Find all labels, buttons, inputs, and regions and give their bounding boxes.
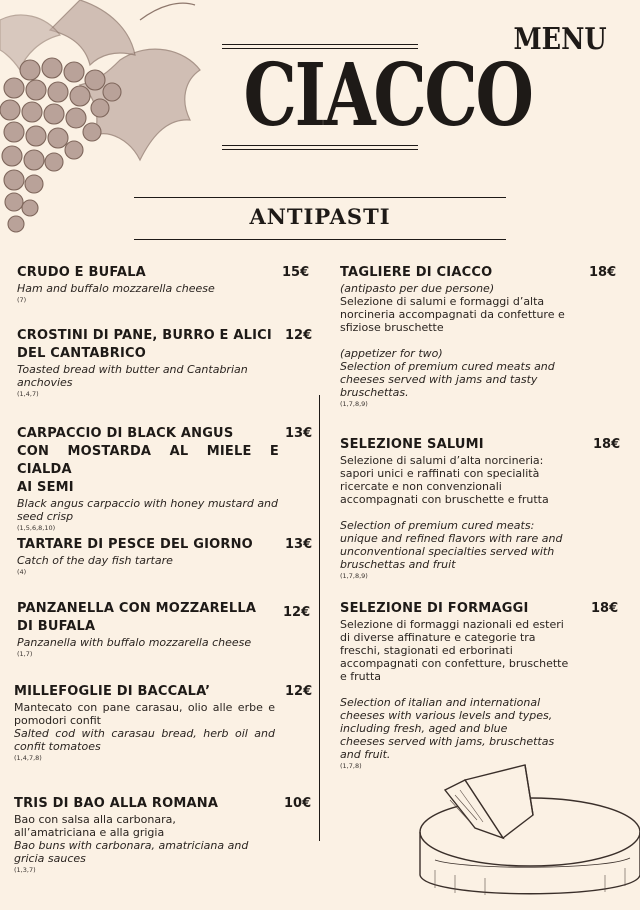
item-desc-it: Selezione di salumi d’alta norcineria: sapori unici e raffinati con specialità ricercate e non convenzionali accompagnati con bruschette e frutta [340,454,549,506]
item-desc-en: Salted cod with carasau bread, herb oil and confit tomatoes [14,727,275,753]
logo-rule-bottom [222,145,418,146]
menu-item-carpaccio [17,425,313,534]
menu-item-panzanella [17,600,311,660]
menu-item-millefoglie [14,683,313,764]
item-price: 13€ [285,426,313,441]
item-desc-it: Mantecato con pane carasau, olio alle erbe e pomodori confit [14,701,275,727]
item-allergens: (1,3,7) [14,866,36,874]
item-price: 12€ [285,328,313,343]
item-price: 18€ [591,601,619,616]
item-desc-en: Ham and buffalo mozzarella cheese [17,282,215,295]
item-name: PANZANELLA CON MOZZARELLA DI BUFALA [17,601,257,634]
item-desc-en: Selection of italian and international cheeses with various levels and types, including fresh, aged and blue cheeses served with jams, bruschettas and fruit. [340,696,555,761]
menu-label: MENU [513,22,607,57]
item-desc-en: Selection of premium cured meats: unique and refined flavors with rare and unconventional specialties served with bruschettas and fruit [340,519,563,571]
item-name: SELEZIONE DI FORMAGGI [340,601,529,616]
menu-item-crostini [17,327,313,400]
item-price: 18€ [593,437,621,452]
item-allergens: (7) [17,296,27,304]
item-allergens: (4) [17,568,27,576]
item-desc-it: Selezione di formaggi nazionali ed esteri di diverse affinature e categorie tra freschi, stagionati ed erborinati accompagnati con confetture, bruschette e frutta [340,618,569,683]
column-divider [319,395,320,841]
item-name: MILLEFOGLIE DI BACCALA’ [14,684,211,699]
item-name: TAGLIERE DI CIACCO [340,265,493,280]
item-allergens: (1,7,8,9) [340,400,368,408]
item-desc-en: Catch of the day fish tartare [17,554,173,567]
menu-item-crudo-bufala [17,264,310,306]
section-rule-bottom [134,239,506,240]
section-rule-top [134,197,506,198]
item-price: 15€ [282,265,310,280]
menu-item-selezione-formaggi [340,600,630,772]
item-allergens: (1,4,7,8) [14,754,42,762]
menu-item-tartare [17,536,313,578]
item-price: 13€ [285,537,313,552]
item-note-en: (appetizer for two) [340,347,443,360]
item-price: 12€ [283,605,311,620]
item-name: CARPACCIO DI BLACK ANGUS CON MOSTARDA AL MIELE E CIALDA AI SEMI [17,426,279,495]
item-allergens: (1,7) [17,650,33,658]
item-allergens: (1,7,8,9) [340,572,368,580]
item-desc-it: Bao con salsa alla carbonara, all’amatriciana e alla grigia [14,813,176,839]
item-desc-it: Selezione di salumi e formaggi d’alta norcineria accompagnati da confetture e sfiziose bruschette [340,295,565,334]
item-desc-en: Bao buns with carbonara, amatriciana and gricia sauces [14,839,249,865]
item-desc-en: Toasted bread with butter and Cantabrian anchovies [17,363,248,389]
item-allergens: (1,5,6,8,10) [17,524,56,532]
cheese-illustration [405,760,640,910]
item-note-it: (antipasto per due persone) [340,282,495,295]
item-allergens: (1,7,8) [340,762,362,770]
item-name: TRIS DI BAO ALLA ROMANA [14,796,219,811]
menu-item-tris-bao [14,795,312,876]
menu-item-selezione-salumi [340,436,630,582]
item-allergens: (1,4,7) [17,390,39,398]
item-price: 12€ [285,684,313,699]
item-name: CRUDO E BUFALA [17,265,146,280]
item-name: CROSTINI DI PANE, BURRO E ALICI DEL CANTABRICO [17,328,272,361]
menu-item-tagliere [340,264,630,410]
section-title: ANTIPASTI [249,204,391,229]
item-price: 18€ [589,265,617,280]
item-name: TARTARE DI PESCE DEL GIORNO [17,537,253,552]
item-desc-en: Black angus carpaccio with honey mustard and seed crisp [17,497,279,523]
item-price: 10€ [284,796,312,811]
item-desc-en: Selection of premium cured meats and cheeses served with jams and tasty bruschettas. [340,360,555,399]
logo: CIACCO [243,45,532,146]
item-desc-en: Panzanella with buffalo mozzarella cheese [17,636,252,649]
item-name: SELEZIONE SALUMI [340,437,484,452]
logo-rule-bottom-2 [222,149,418,150]
